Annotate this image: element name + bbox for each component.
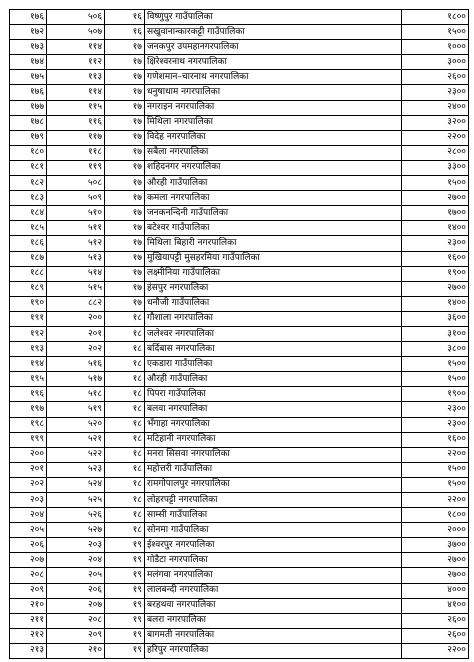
district-number-cell: १८ (105, 357, 145, 372)
serial-number-cell: १७४ (10, 55, 47, 70)
table-row (10, 402, 469, 417)
municipality-name-cell: लोहरपट्टी नगरपालिका (145, 493, 402, 508)
table-row (10, 10, 469, 25)
code-cell: ५०९ (47, 191, 105, 206)
code-cell: ५०८ (47, 176, 105, 191)
district-number-cell: १८ (105, 447, 145, 462)
district-number-cell: १९ (105, 553, 145, 568)
table-row (10, 583, 469, 598)
district-number-cell: १७ (105, 191, 145, 206)
municipality-name-cell: हंसपुर नगरपालिका (145, 281, 402, 296)
municipality-name-cell: गौशाला नगरपालिका (145, 311, 402, 326)
district-number-cell: १९ (105, 643, 145, 658)
municipality-name-cell: सोनमा गाउँपालिका (145, 523, 402, 538)
amount-cell: २७०० (402, 568, 469, 583)
amount-cell: १७०० (402, 206, 469, 221)
municipality-name-cell: मटिहानी नगरपालिका (145, 432, 402, 447)
district-number-cell: १८ (105, 462, 145, 477)
serial-number-cell: १९६ (10, 387, 47, 402)
municipality-name-cell: जनकनन्दिनी गाउँपालिका (145, 206, 402, 221)
municipality-name-cell: सबैला नगरपालिका (145, 145, 402, 160)
code-cell: ५०६ (47, 10, 105, 25)
amount-cell: ३१०० (402, 326, 469, 341)
serial-number-cell: २०९ (10, 583, 47, 598)
code-cell: २०२ (47, 342, 105, 357)
amount-cell: १५०० (402, 462, 469, 477)
serial-number-cell: २०४ (10, 508, 47, 523)
serial-number-cell: १९५ (10, 372, 47, 387)
amount-cell: १४०० (402, 221, 469, 236)
amount-cell: २२०० (402, 643, 469, 658)
code-cell: ८८२ (47, 296, 105, 311)
municipality-name-cell: बर्दिबास नगरपालिका (145, 342, 402, 357)
district-number-cell: १७ (105, 40, 145, 55)
amount-cell: ३००० (402, 55, 469, 70)
table-row (10, 115, 469, 130)
municipality-name-cell: बलरा नगरपालिका (145, 613, 402, 628)
municipality-allocation-table (9, 9, 469, 659)
table-row (10, 70, 469, 85)
serial-number-cell: १९१ (10, 311, 47, 326)
amount-cell: २३०० (402, 236, 469, 251)
code-cell: २०४ (47, 553, 105, 568)
table-row (10, 553, 469, 568)
district-number-cell: १७ (105, 145, 145, 160)
table-row (10, 357, 469, 372)
code-cell: २०७ (47, 598, 105, 613)
district-number-cell: १८ (105, 417, 145, 432)
municipality-name-cell: गणेशमान–चारनाथ नगरपालिका (145, 70, 402, 85)
code-cell: ५१५ (47, 281, 105, 296)
amount-cell: २२०० (402, 493, 469, 508)
table-row (10, 598, 469, 613)
serial-number-cell: २०१ (10, 462, 47, 477)
code-cell: ५२३ (47, 462, 105, 477)
municipality-name-cell: मिथिला बिहारी नगरपालिका (145, 236, 402, 251)
code-cell: ११२ (47, 55, 105, 70)
district-number-cell: १९ (105, 613, 145, 628)
code-cell: ५२४ (47, 477, 105, 492)
code-cell: ५१९ (47, 402, 105, 417)
district-number-cell: १८ (105, 432, 145, 447)
district-number-cell: १९ (105, 538, 145, 553)
serial-number-cell: १८५ (10, 221, 47, 236)
municipality-name-cell: लालबन्दी नगरपालिका (145, 583, 402, 598)
municipality-name-cell: क्षिरेश्वरनाथ नगरपालिका (145, 55, 402, 70)
municipality-name-cell: मलंगवा नगरपालिका (145, 568, 402, 583)
serial-number-cell: १८७ (10, 251, 47, 266)
amount-cell: १५०० (402, 477, 469, 492)
table-row (10, 447, 469, 462)
table-row (10, 85, 469, 100)
serial-number-cell: २०३ (10, 493, 47, 508)
code-cell: ११७ (47, 130, 105, 145)
district-number-cell: १८ (105, 493, 145, 508)
table-row (10, 40, 469, 55)
code-cell: २०८ (47, 613, 105, 628)
amount-cell: १५०० (402, 25, 469, 40)
district-number-cell: १७ (105, 206, 145, 221)
code-cell: ५१० (47, 206, 105, 221)
district-number-cell: १७ (105, 236, 145, 251)
table-row (10, 538, 469, 553)
municipality-name-cell: विष्णुपुर गाउँपालिका (145, 10, 402, 25)
district-number-cell: १७ (105, 130, 145, 145)
table-row (10, 281, 469, 296)
municipality-name-cell: विदेह नगरपालिका (145, 130, 402, 145)
code-cell: ११४ (47, 40, 105, 55)
amount-cell: १८०० (402, 10, 469, 25)
amount-cell: १४०० (402, 296, 469, 311)
code-cell: २०९ (47, 628, 105, 643)
serial-number-cell: २०७ (10, 553, 47, 568)
district-number-cell: १८ (105, 311, 145, 326)
code-cell: ११९ (47, 160, 105, 175)
table-row (10, 191, 469, 206)
municipality-name-cell: औरही गाउँपालिका (145, 176, 402, 191)
municipality-name-cell: मनरा सिसवा नगरपालिका (145, 447, 402, 462)
table-row (10, 613, 469, 628)
municipality-name-cell: धनौजी गाउँपालिका (145, 296, 402, 311)
serial-number-cell: १८८ (10, 266, 47, 281)
municipality-name-cell: रामगोपालपुर नगरपालिका (145, 477, 402, 492)
municipality-name-cell: मुखियापट्टी मुसहरमिया गाउँपालिका (145, 251, 402, 266)
district-number-cell: १७ (105, 281, 145, 296)
municipality-name-cell: कमला नगरपालिका (145, 191, 402, 206)
amount-cell: २३०० (402, 402, 469, 417)
district-number-cell: १८ (105, 387, 145, 402)
district-number-cell: १८ (105, 402, 145, 417)
code-cell: ५२० (47, 417, 105, 432)
code-cell: ११५ (47, 100, 105, 115)
district-number-cell: १८ (105, 372, 145, 387)
serial-number-cell: १७३ (10, 40, 47, 55)
amount-cell: १९०० (402, 387, 469, 402)
municipality-name-cell: हरिपुर नगरपालिका (145, 643, 402, 658)
amount-cell: १८०० (402, 508, 469, 523)
municipality-name-cell: औरही गाउँपालिका (145, 372, 402, 387)
municipality-name-cell: मिथिला नगरपालिका (145, 115, 402, 130)
amount-cell: १६०० (402, 251, 469, 266)
serial-number-cell: १९३ (10, 342, 47, 357)
serial-number-cell: १९२ (10, 326, 47, 341)
code-cell: ५१३ (47, 251, 105, 266)
amount-cell: २३०० (402, 417, 469, 432)
serial-number-cell: २१० (10, 598, 47, 613)
code-cell: ५१४ (47, 266, 105, 281)
serial-number-cell: १८१ (10, 160, 47, 175)
table-row (10, 145, 469, 160)
district-number-cell: १७ (105, 160, 145, 175)
code-cell: ५२७ (47, 523, 105, 538)
district-number-cell: १७ (105, 115, 145, 130)
district-number-cell: १७ (105, 251, 145, 266)
table-row (10, 326, 469, 341)
table-row (10, 372, 469, 387)
serial-number-cell: २०० (10, 447, 47, 462)
municipality-name-cell: पिपरा गाउँपालिका (145, 387, 402, 402)
amount-cell: ४००० (402, 583, 469, 598)
district-number-cell: १८ (105, 326, 145, 341)
table-row (10, 417, 469, 432)
serial-number-cell: १७२ (10, 25, 47, 40)
district-number-cell: १६ (105, 25, 145, 40)
code-cell: ५१८ (47, 387, 105, 402)
table-row (10, 477, 469, 492)
amount-cell: ३२०० (402, 115, 469, 130)
amount-cell: २३०० (402, 85, 469, 100)
table-row (10, 628, 469, 643)
district-number-cell: १९ (105, 568, 145, 583)
municipality-name-cell: साम्सी गाउँपालिका (145, 508, 402, 523)
district-number-cell: १८ (105, 477, 145, 492)
table-row (10, 206, 469, 221)
amount-cell: २८०० (402, 145, 469, 160)
table-row (10, 493, 469, 508)
table-row (10, 236, 469, 251)
amount-cell: २००० (402, 523, 469, 538)
amount-cell: ४१०० (402, 598, 469, 613)
table-row (10, 387, 469, 402)
serial-number-cell: २११ (10, 613, 47, 628)
code-cell: ५२२ (47, 447, 105, 462)
serial-number-cell: २०५ (10, 523, 47, 538)
code-cell: २१० (47, 643, 105, 658)
code-cell: २०० (47, 311, 105, 326)
code-cell: ५११ (47, 221, 105, 236)
district-number-cell: १९ (105, 598, 145, 613)
municipality-name-cell: नगराइन नगरपालिका (145, 100, 402, 115)
serial-number-cell: १७६ (10, 85, 47, 100)
table-row (10, 643, 469, 658)
serial-number-cell: १९९ (10, 432, 47, 447)
amount-cell: २६०० (402, 628, 469, 643)
amount-cell: १५०० (402, 176, 469, 191)
amount-cell: २७०० (402, 191, 469, 206)
municipality-name-cell: भँगाहा नगरपालिका (145, 417, 402, 432)
serial-number-cell: १८३ (10, 191, 47, 206)
table-row (10, 296, 469, 311)
municipality-name-cell: लक्ष्मीनिया गाउँपालिका (145, 266, 402, 281)
serial-number-cell: १९४ (10, 357, 47, 372)
code-cell: ५१२ (47, 236, 105, 251)
code-cell: ५२६ (47, 508, 105, 523)
district-number-cell: १६ (105, 10, 145, 25)
municipality-name-cell: महोत्तरी गाउँपालिका (145, 462, 402, 477)
amount-cell: २४०० (402, 100, 469, 115)
municipality-name-cell: ईश्वरपुर नगरपालिका (145, 538, 402, 553)
code-cell: ११४ (47, 85, 105, 100)
municipality-name-cell: जलेश्वर नगरपालिका (145, 326, 402, 341)
serial-number-cell: २१२ (10, 628, 47, 643)
amount-cell: ३७०० (402, 538, 469, 553)
district-number-cell: १७ (105, 266, 145, 281)
serial-number-cell: १८४ (10, 206, 47, 221)
table-row (10, 25, 469, 40)
code-cell: ५२१ (47, 432, 105, 447)
serial-number-cell: २०८ (10, 568, 47, 583)
serial-number-cell: १७७ (10, 100, 47, 115)
serial-number-cell: १७९ (10, 130, 47, 145)
district-number-cell: १७ (105, 70, 145, 85)
code-cell: ५२५ (47, 493, 105, 508)
amount-cell: २७०० (402, 553, 469, 568)
code-cell: २०३ (47, 538, 105, 553)
amount-cell: २६०० (402, 613, 469, 628)
district-number-cell: १७ (105, 296, 145, 311)
serial-number-cell: २१३ (10, 643, 47, 658)
serial-number-cell: १७८ (10, 115, 47, 130)
serial-number-cell: १९८ (10, 417, 47, 432)
district-number-cell: १९ (105, 628, 145, 643)
table-row (10, 432, 469, 447)
serial-number-cell: १९० (10, 296, 47, 311)
municipality-name-cell: जनकपुर उपमहानगरपालिका (145, 40, 402, 55)
municipality-name-cell: बटेश्वर गाउँपालिका (145, 221, 402, 236)
municipality-name-cell: बलवा नगरपालिका (145, 402, 402, 417)
code-cell: २०१ (47, 326, 105, 341)
municipality-name-cell: गोडैटा नगरपालिका (145, 553, 402, 568)
municipality-name-cell: शहिदनगर नगरपालिका (145, 160, 402, 175)
serial-number-cell: १८६ (10, 236, 47, 251)
serial-number-cell: २०२ (10, 477, 47, 492)
serial-number-cell: २०६ (10, 538, 47, 553)
table-row (10, 176, 469, 191)
district-number-cell: १७ (105, 85, 145, 100)
code-cell: ११६ (47, 115, 105, 130)
table-body (10, 10, 469, 659)
amount-cell: १६०० (402, 432, 469, 447)
amount-cell: १५०० (402, 357, 469, 372)
table-row (10, 251, 469, 266)
table-row (10, 221, 469, 236)
serial-number-cell: १८९ (10, 281, 47, 296)
serial-number-cell: १८० (10, 145, 47, 160)
serial-number-cell: १९७ (10, 402, 47, 417)
amount-cell: ३६०० (402, 311, 469, 326)
amount-cell: १००० (402, 40, 469, 55)
district-number-cell: १८ (105, 342, 145, 357)
amount-cell: १९०० (402, 266, 469, 281)
amount-cell: ३८०० (402, 342, 469, 357)
amount-cell: २६०० (402, 70, 469, 85)
code-cell: ५०७ (47, 25, 105, 40)
table-row (10, 160, 469, 175)
code-cell: ५१७ (47, 372, 105, 387)
table-row (10, 523, 469, 538)
amount-cell: २२०० (402, 447, 469, 462)
district-number-cell: १७ (105, 55, 145, 70)
table-row (10, 266, 469, 281)
serial-number-cell: १७५ (10, 70, 47, 85)
district-number-cell: १९ (105, 583, 145, 598)
amount-cell: २७०० (402, 281, 469, 296)
table-row (10, 342, 469, 357)
district-number-cell: १७ (105, 176, 145, 191)
table-row (10, 508, 469, 523)
municipality-name-cell: धनुषाधाम नगरपालिका (145, 85, 402, 100)
amount-cell: ३३०० (402, 160, 469, 175)
municipality-name-cell: एकडारा गाउँपालिका (145, 357, 402, 372)
district-number-cell: १७ (105, 100, 145, 115)
code-cell: २०६ (47, 583, 105, 598)
amount-cell: १५०० (402, 372, 469, 387)
code-cell: ११८ (47, 145, 105, 160)
amount-cell: २२०० (402, 130, 469, 145)
table-row (10, 100, 469, 115)
municipality-name-cell: बरहथवा नगरपालिका (145, 598, 402, 613)
district-number-cell: १८ (105, 523, 145, 538)
municipality-name-cell: सखुवानान्कारकट्टी गाउँपालिका (145, 25, 402, 40)
table-row (10, 462, 469, 477)
code-cell: ५१६ (47, 357, 105, 372)
code-cell: २०५ (47, 568, 105, 583)
code-cell: ११३ (47, 70, 105, 85)
district-number-cell: १७ (105, 221, 145, 236)
table-row (10, 130, 469, 145)
table-row (10, 311, 469, 326)
serial-number-cell: १७६ (10, 10, 47, 25)
municipality-name-cell: बागमती नगरपालिका (145, 628, 402, 643)
serial-number-cell: १८२ (10, 176, 47, 191)
district-number-cell: १८ (105, 508, 145, 523)
table-row (10, 568, 469, 583)
table-row (10, 55, 469, 70)
